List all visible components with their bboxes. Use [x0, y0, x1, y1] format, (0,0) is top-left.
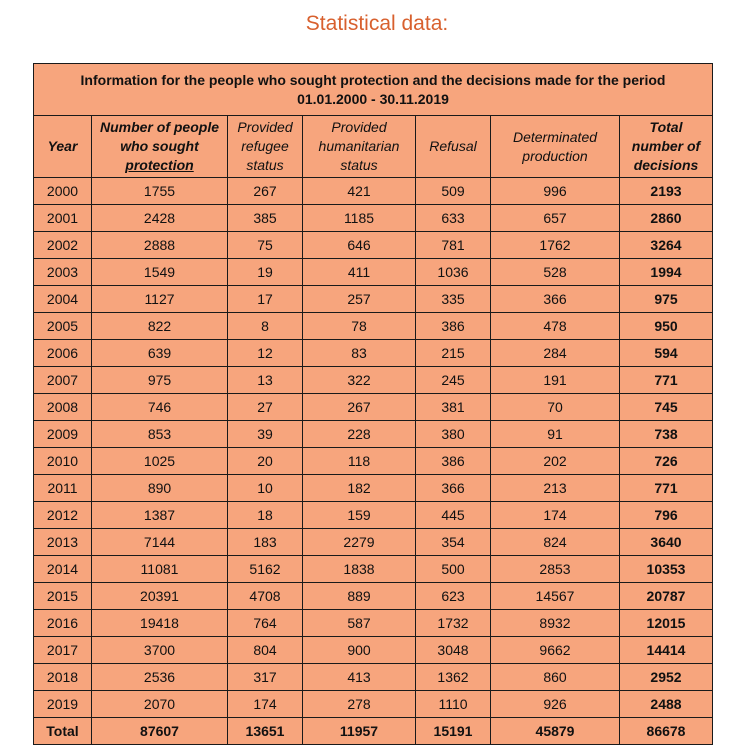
- page-heading: Statistical data:: [305, 12, 449, 35]
- cell-total-decisions: 3264: [620, 232, 713, 259]
- cell-determinated-production: 824: [491, 529, 620, 556]
- header-refugee-status: [228, 116, 303, 178]
- header-year: Year: [34, 116, 92, 178]
- cell-refugee-status: 17: [228, 286, 303, 313]
- cell-humanitarian-status: 411: [303, 259, 416, 286]
- cell-sought-protection: 1549: [92, 259, 228, 286]
- cell-total-decisions: 2488: [620, 691, 713, 718]
- cell-year: 2003: [34, 259, 92, 286]
- cell-total-decisions: 771: [620, 367, 713, 394]
- table-body: [34, 178, 713, 745]
- cell-humanitarian-status: 83: [303, 340, 416, 367]
- cell-refusal: 380: [416, 421, 491, 448]
- cell-determinated-production: 191: [491, 367, 620, 394]
- header-refugee-line: refugee: [241, 138, 289, 154]
- cell-sought-protection: 822: [92, 313, 228, 340]
- cell-total-decisions: 10353: [620, 556, 713, 583]
- cell-humanitarian-status: 587: [303, 610, 416, 637]
- cell-humanitarian-status: 900: [303, 637, 416, 664]
- cell-total-decisions: 3640: [620, 529, 713, 556]
- cell-determinated-production: 14567: [491, 583, 620, 610]
- header-humanitarian-status: [303, 116, 416, 178]
- header-sought-line: protection: [125, 157, 194, 173]
- cell-sought-protection: 890: [92, 475, 228, 502]
- cell-refugee-status: 8: [228, 313, 303, 340]
- header-refusal: Refusal: [416, 116, 491, 178]
- cell-sought-protection: 19418: [92, 610, 228, 637]
- cell-sought-protection: 1755: [92, 178, 228, 205]
- cell-refusal: 3048: [416, 637, 491, 664]
- cell-year: 2001: [34, 205, 92, 232]
- cell-year: 2013: [34, 529, 92, 556]
- cell-refugee-status: 174: [228, 691, 303, 718]
- cell-year: 2006: [34, 340, 92, 367]
- cell-humanitarian-status: 257: [303, 286, 416, 313]
- header-humanitarian-line: humanitarian: [318, 138, 400, 154]
- cell-refusal: 1110: [416, 691, 491, 718]
- cell-refugee-status: 19: [228, 259, 303, 286]
- cell-year: 2014: [34, 556, 92, 583]
- total-determinated-production: 45879: [491, 718, 620, 745]
- total-humanitarian-status: 11957: [303, 718, 416, 745]
- table-row: [34, 367, 713, 394]
- table-row: [34, 205, 713, 232]
- cell-refusal: 354: [416, 529, 491, 556]
- cell-refusal: 335: [416, 286, 491, 313]
- cell-total-decisions: 738: [620, 421, 713, 448]
- cell-refugee-status: 317: [228, 664, 303, 691]
- cell-humanitarian-status: 278: [303, 691, 416, 718]
- cell-year: 2012: [34, 502, 92, 529]
- cell-humanitarian-status: 118: [303, 448, 416, 475]
- cell-determinated-production: 174: [491, 502, 620, 529]
- total-sought-protection: 87607: [92, 718, 228, 745]
- table-row: [34, 340, 713, 367]
- cell-refugee-status: 20: [228, 448, 303, 475]
- cell-refusal: 1362: [416, 664, 491, 691]
- table-row: [34, 637, 713, 664]
- table-row: [34, 583, 713, 610]
- caption-title: Information for the people who sought protection and the decisions made for the period: [80, 71, 666, 88]
- total-row: [34, 718, 713, 745]
- cell-year: 2009: [34, 421, 92, 448]
- cell-refusal: 781: [416, 232, 491, 259]
- cell-determinated-production: 1762: [491, 232, 620, 259]
- cell-total-decisions: 2860: [620, 205, 713, 232]
- caption-period: 01.01.2000 - 30.11.2019: [297, 90, 449, 107]
- table-row: [34, 313, 713, 340]
- cell-determinated-production: 213: [491, 475, 620, 502]
- cell-refusal: 366: [416, 475, 491, 502]
- table-row: [34, 232, 713, 259]
- cell-refusal: 245: [416, 367, 491, 394]
- cell-refusal: 509: [416, 178, 491, 205]
- cell-year: 2019: [34, 691, 92, 718]
- cell-humanitarian-status: 78: [303, 313, 416, 340]
- cell-humanitarian-status: 1185: [303, 205, 416, 232]
- cell-sought-protection: 2536: [92, 664, 228, 691]
- cell-determinated-production: 91: [491, 421, 620, 448]
- table-row: [34, 259, 713, 286]
- cell-determinated-production: 926: [491, 691, 620, 718]
- cell-refugee-status: 10: [228, 475, 303, 502]
- cell-total-decisions: 20787: [620, 583, 713, 610]
- cell-humanitarian-status: 159: [303, 502, 416, 529]
- cell-determinated-production: 8932: [491, 610, 620, 637]
- cell-humanitarian-status: 267: [303, 394, 416, 421]
- cell-sought-protection: 20391: [92, 583, 228, 610]
- cell-sought-protection: 746: [92, 394, 228, 421]
- cell-sought-protection: 853: [92, 421, 228, 448]
- cell-refugee-status: 12: [228, 340, 303, 367]
- cell-refugee-status: 27: [228, 394, 303, 421]
- cell-year: 2000: [34, 178, 92, 205]
- header-production-line: production: [522, 147, 588, 164]
- cell-year: 2011: [34, 475, 92, 502]
- header-sought-line: Number of people: [99, 119, 219, 135]
- cell-sought-protection: 11081: [92, 556, 228, 583]
- cell-total-decisions: 594: [620, 340, 713, 367]
- cell-refugee-status: 183: [228, 529, 303, 556]
- cell-total-decisions: 14414: [620, 637, 713, 664]
- header-total-line: Total: [649, 119, 683, 135]
- cell-determinated-production: 9662: [491, 637, 620, 664]
- cell-refusal: 386: [416, 448, 491, 475]
- cell-determinated-production: 478: [491, 313, 620, 340]
- cell-sought-protection: 1387: [92, 502, 228, 529]
- cell-determinated-production: 657: [491, 205, 620, 232]
- cell-sought-protection: 639: [92, 340, 228, 367]
- cell-refusal: 386: [416, 313, 491, 340]
- header-humanitarian-line: status: [340, 157, 378, 173]
- cell-year: 2008: [34, 394, 92, 421]
- cell-humanitarian-status: 413: [303, 664, 416, 691]
- cell-humanitarian-status: 1838: [303, 556, 416, 583]
- header-refugee-line: Provided: [237, 119, 293, 135]
- cell-year: 2002: [34, 232, 92, 259]
- cell-sought-protection: 975: [92, 367, 228, 394]
- cell-sought-protection: 1127: [92, 286, 228, 313]
- table-row: [34, 286, 713, 313]
- cell-humanitarian-status: 322: [303, 367, 416, 394]
- cell-humanitarian-status: 421: [303, 178, 416, 205]
- header-total-line: decisions: [633, 157, 699, 173]
- cell-refugee-status: 18: [228, 502, 303, 529]
- header-total-line: number of: [631, 138, 701, 154]
- table-row: [34, 664, 713, 691]
- cell-year: 2004: [34, 286, 92, 313]
- cell-refugee-status: 4708: [228, 583, 303, 610]
- cell-humanitarian-status: 182: [303, 475, 416, 502]
- cell-determinated-production: 996: [491, 178, 620, 205]
- table-row: [34, 475, 713, 502]
- header-production-line: Determinated: [512, 128, 598, 145]
- cell-year: 2016: [34, 610, 92, 637]
- table-row: [34, 556, 713, 583]
- table-caption: [34, 64, 713, 116]
- table-row: [34, 421, 713, 448]
- table-row: [34, 610, 713, 637]
- cell-refusal: 633: [416, 205, 491, 232]
- cell-refugee-status: 5162: [228, 556, 303, 583]
- total-refusal: 15191: [416, 718, 491, 745]
- cell-refusal: 381: [416, 394, 491, 421]
- cell-total-decisions: 2193: [620, 178, 713, 205]
- cell-year: 2007: [34, 367, 92, 394]
- cell-sought-protection: 3700: [92, 637, 228, 664]
- cell-total-decisions: 1994: [620, 259, 713, 286]
- statistics-table: [33, 63, 713, 745]
- table-row: [34, 448, 713, 475]
- cell-year: 2017: [34, 637, 92, 664]
- cell-determinated-production: 366: [491, 286, 620, 313]
- cell-sought-protection: 2428: [92, 205, 228, 232]
- cell-sought-protection: 1025: [92, 448, 228, 475]
- cell-refugee-status: 764: [228, 610, 303, 637]
- cell-refusal: 1732: [416, 610, 491, 637]
- table-row: [34, 691, 713, 718]
- cell-determinated-production: 528: [491, 259, 620, 286]
- cell-determinated-production: 70: [491, 394, 620, 421]
- cell-determinated-production: 860: [491, 664, 620, 691]
- table-row: [34, 529, 713, 556]
- cell-determinated-production: 2853: [491, 556, 620, 583]
- total-total-decisions: 86678: [620, 718, 713, 745]
- cell-sought-protection: 2888: [92, 232, 228, 259]
- cell-refugee-status: 804: [228, 637, 303, 664]
- cell-total-decisions: 745: [620, 394, 713, 421]
- cell-refugee-status: 13: [228, 367, 303, 394]
- cell-year: 2018: [34, 664, 92, 691]
- table-row: [34, 394, 713, 421]
- cell-determinated-production: 202: [491, 448, 620, 475]
- cell-sought-protection: 2070: [92, 691, 228, 718]
- cell-refugee-status: 39: [228, 421, 303, 448]
- cell-humanitarian-status: 646: [303, 232, 416, 259]
- total-refugee-status: 13651: [228, 718, 303, 745]
- header-determinated-production: [491, 116, 620, 178]
- cell-refusal: 445: [416, 502, 491, 529]
- cell-humanitarian-status: 228: [303, 421, 416, 448]
- header-sought-line: who sought: [120, 138, 199, 154]
- table-row: [34, 178, 713, 205]
- cell-total-decisions: 12015: [620, 610, 713, 637]
- cell-year: 2015: [34, 583, 92, 610]
- header-humanitarian-line: Provided: [331, 119, 387, 135]
- cell-total-decisions: 975: [620, 286, 713, 313]
- cell-total-decisions: 771: [620, 475, 713, 502]
- cell-total-decisions: 2952: [620, 664, 713, 691]
- header-sought-protection: [92, 116, 228, 178]
- cell-refugee-status: 385: [228, 205, 303, 232]
- cell-total-decisions: 726: [620, 448, 713, 475]
- cell-humanitarian-status: 2279: [303, 529, 416, 556]
- cell-total-decisions: 796: [620, 502, 713, 529]
- cell-refusal: 500: [416, 556, 491, 583]
- cell-refusal: 623: [416, 583, 491, 610]
- cell-sought-protection: 7144: [92, 529, 228, 556]
- cell-total-decisions: 950: [620, 313, 713, 340]
- cell-refugee-status: 267: [228, 178, 303, 205]
- header-total-decisions: [620, 116, 713, 178]
- cell-year: 2005: [34, 313, 92, 340]
- cell-refusal: 215: [416, 340, 491, 367]
- total-year: Total: [34, 718, 92, 745]
- cell-year: 2010: [34, 448, 92, 475]
- cell-refugee-status: 75: [228, 232, 303, 259]
- cell-determinated-production: 284: [491, 340, 620, 367]
- header-refugee-line: status: [246, 157, 284, 173]
- cell-refusal: 1036: [416, 259, 491, 286]
- cell-humanitarian-status: 889: [303, 583, 416, 610]
- table-row: [34, 502, 713, 529]
